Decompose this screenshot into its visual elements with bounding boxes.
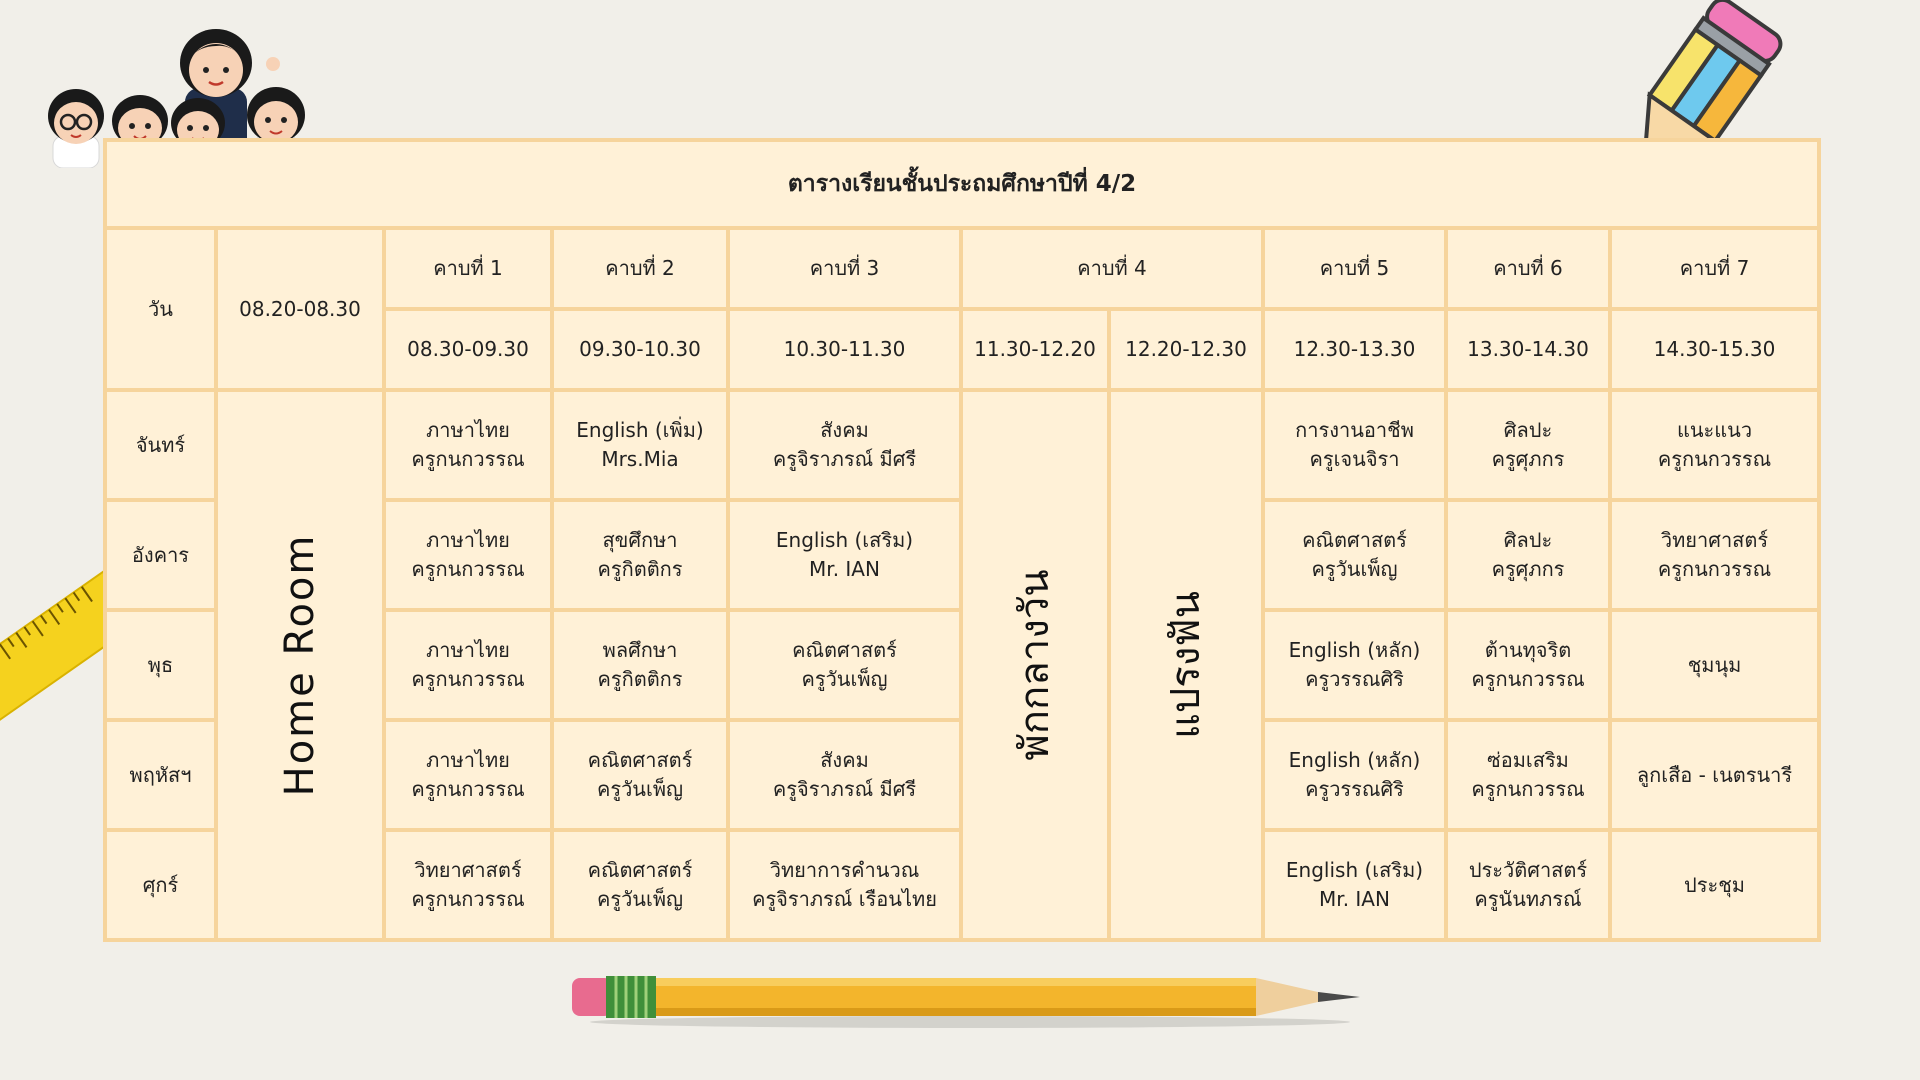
period-4-time-lunch: 11.30-12.20 [961,309,1109,390]
class-cell [728,720,961,830]
teacher: ครูจิราภรณ์ มีศรี [772,447,917,471]
subject: สังคม [820,418,869,442]
teacher: ครูกนกวรรณ [411,447,525,471]
teacher: ครูกนกวรรณ [1657,447,1772,471]
period-3-time: 10.30-11.30 [728,309,961,390]
day-cell: พุธ [105,610,216,720]
class-cell [552,720,728,830]
period-2-label: คาบที่ 2 [552,228,728,309]
kid-figure [48,89,104,168]
period-4-time-brushing: 12.20-12.30 [1109,309,1263,390]
subject: ศิลปะ [1503,418,1553,442]
class-cell [1610,610,1819,720]
subject: English (หลัก) [1288,748,1421,772]
teacher: ครูกิตติกร [597,557,683,581]
period-7-label: คาบที่ 7 [1610,228,1819,309]
subject: ภาษาไทย [426,418,510,442]
subject: สุขศึกษา [602,528,678,552]
subject: พลศึกษา [602,638,678,662]
teacher: ครูศุภกร [1491,447,1565,471]
homeroom-cell [216,390,384,940]
class-cell [1446,830,1610,940]
class-cell [728,830,961,940]
teacher: ครูศุภกร [1491,557,1565,581]
period-6-label: คาบที่ 6 [1446,228,1610,309]
period-3-label: คาบที่ 3 [728,228,961,309]
subject: ศิลปะ [1503,528,1553,552]
subject: ประวัติศาสตร์ [1468,858,1588,882]
class-cell [384,610,552,720]
subject: คณิตศาสตร์ [587,858,693,882]
class-cell [384,390,552,500]
class-cell [1610,830,1819,940]
subject: ชุมนุม [1687,652,1742,677]
class-cell [552,610,728,720]
period-5-time: 12.30-13.30 [1263,309,1446,390]
day-cell: จันทร์ [105,390,216,500]
subject: วิทยาศาสตร์ [414,858,522,882]
teacher: Mrs.Mia [601,447,679,471]
teacher: ครูกิตติกร [597,667,683,691]
class-cell [728,610,961,720]
subject: ประชุม [1684,872,1745,897]
class-cell [1263,500,1446,610]
subject: English (หลัก) [1288,638,1421,662]
subject: ซ่อมเสริม [1487,748,1569,772]
teacher: ครูกนกวรรณ [411,667,525,691]
teacher: ครูจิราภรณ์ มีศรี [772,777,917,801]
brushing-label: แปรงฟัน [1163,591,1209,739]
subject: คณิตศาสตร์ [587,748,693,772]
teacher: ครูกนกวรรณ [1471,667,1585,691]
class-cell [1446,610,1610,720]
period-4-label: คาบที่ 4 [961,228,1263,309]
day-cell: อังคาร [105,500,216,610]
period-6-time: 13.30-14.30 [1446,309,1610,390]
subject: การงานอาชีพ [1295,418,1414,442]
class-cell [1263,390,1446,500]
teacher: ครูวันเพ็ญ [596,887,684,911]
period-1-time: 08.30-09.30 [384,309,552,390]
lunch-label: พักกลางวัน [1012,569,1058,761]
subject: คณิตศาสตร์ [792,638,897,662]
teacher: Mr. IAN [1319,887,1390,911]
period-1-label: คาบที่ 1 [384,228,552,309]
period-2-time: 09.30-10.30 [552,309,728,390]
class-cell [384,830,552,940]
teacher: ครูจิราภรณ์ เรือนไทย [752,887,937,911]
brushing-cell [1109,390,1263,940]
class-cell [1446,390,1610,500]
teacher: ครูกนกวรรณ [1657,557,1772,581]
subject: วิทยาศาสตร์ [1660,528,1769,552]
homeroom-time: 08.20-08.30 [216,228,384,390]
subject: วิทยาการคำนวณ [769,858,920,882]
teacher: ครูกนกวรรณ [411,887,525,911]
day-cell: ศุกร์ [105,830,216,940]
teacher: ครูวรรณศิริ [1305,777,1404,801]
subject: English (เพิ่ม) [576,418,704,442]
class-cell [1610,390,1819,500]
subject: สังคม [820,748,869,772]
table-row [105,390,1819,500]
class-cell [1263,830,1446,940]
pencil-illustration [570,968,1365,1030]
subject: ภาษาไทย [426,528,510,552]
class-cell [384,500,552,610]
class-cell [728,500,961,610]
day-cell: พฤหัสฯ [105,720,216,830]
period-5-label: คาบที่ 5 [1263,228,1446,309]
lunch-cell [961,390,1109,940]
class-cell [1610,720,1819,830]
teacher: ครูนันทภรณ์ [1474,887,1582,911]
class-cell [552,830,728,940]
subject: ลูกเสือ - เนตรนารี [1636,762,1793,787]
class-cell [1610,500,1819,610]
class-cell [552,500,728,610]
teacher: Mr. IAN [809,557,880,581]
subject: ภาษาไทย [426,638,510,662]
teacher: ครูกนกวรรณ [411,777,525,801]
subject: ภาษาไทย [426,748,510,772]
class-cell [728,390,961,500]
class-cell [1446,500,1610,610]
teacher: ครูวันเพ็ญ [1311,557,1398,581]
teacher: ครูวันเพ็ญ [801,667,888,691]
timetable-title: ตารางเรียนชั้นประถมศึกษาปีที่ 4/2 [105,140,1819,228]
teacher: ครูวรรณศิริ [1305,667,1404,691]
subject: แนะแนว [1676,418,1753,442]
day-header: วัน [105,228,216,390]
subject: English (เสริม) [775,528,914,552]
class-cell [384,720,552,830]
class-cell [552,390,728,500]
class-cell [1446,720,1610,830]
class-cell [1263,610,1446,720]
teacher: ครูเจนจิรา [1309,447,1400,471]
subject: ต้านทุจริต [1484,638,1572,662]
teacher: ครูกนกวรรณ [1471,777,1585,801]
class-cell [1263,720,1446,830]
teacher: ครูกนกวรรณ [411,557,525,581]
subject: คณิตศาสตร์ [1302,528,1407,552]
period-7-time: 14.30-15.30 [1610,309,1819,390]
homeroom-label: Home Room [277,533,323,797]
subject: English (เสริม) [1285,858,1424,882]
teacher: ครูวันเพ็ญ [596,777,684,801]
timetable [103,138,1821,942]
